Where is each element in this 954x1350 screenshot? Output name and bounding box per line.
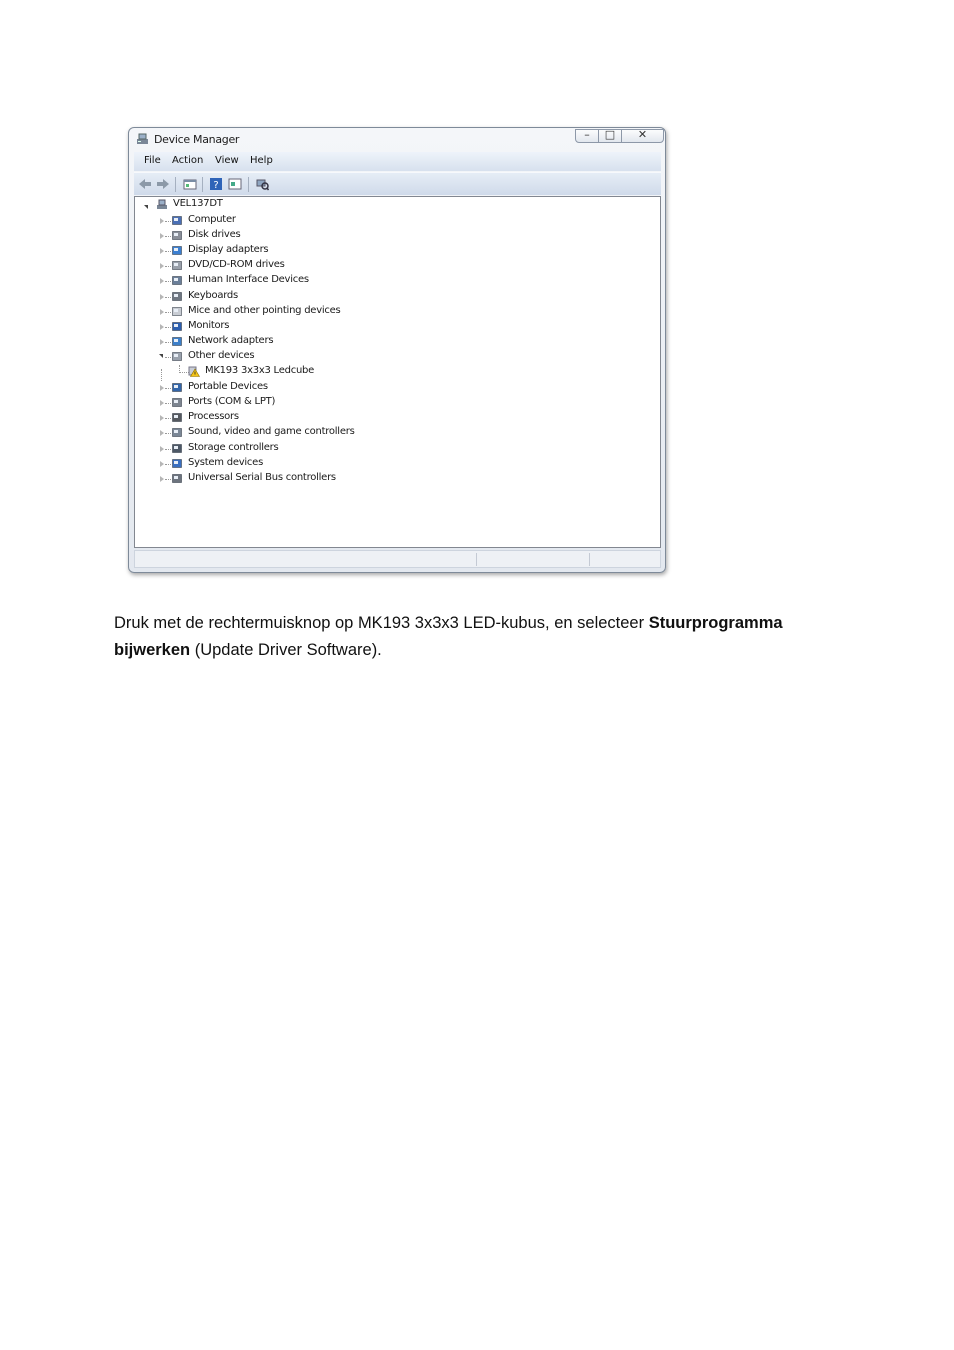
maximize-button[interactable] xyxy=(598,129,622,143)
toolbar-separator xyxy=(175,177,176,192)
collapse-arrow-icon[interactable] xyxy=(160,278,164,284)
monitor-icon xyxy=(171,321,183,332)
display-adapter-icon xyxy=(171,245,183,256)
collapse-arrow-icon[interactable] xyxy=(160,248,164,254)
help-icon[interactable] xyxy=(209,177,223,191)
menu-view[interactable]: View xyxy=(215,155,239,166)
child-label: MK193 3x3x3 Ledcube xyxy=(205,365,315,376)
sound-icon xyxy=(171,427,183,438)
tree-root-node[interactable] xyxy=(173,198,223,212)
mouse-icon xyxy=(171,306,183,317)
forward-arrow-icon[interactable] xyxy=(156,177,170,191)
tree-item-display-adapters[interactable] xyxy=(188,244,268,258)
dvd-drive-icon xyxy=(171,260,183,271)
usb-icon xyxy=(171,473,183,484)
show-hide-console-icon[interactable] xyxy=(183,177,197,191)
storage-controller-icon xyxy=(171,443,183,454)
tree-item-computer[interactable] xyxy=(188,214,236,228)
instruction-text-end: (Update Driver Software). xyxy=(190,641,382,659)
tree-item-portable-devices[interactable] xyxy=(188,381,268,395)
expand-arrow-icon[interactable] xyxy=(159,354,163,358)
close-button[interactable] xyxy=(621,129,664,143)
tree-item-mice-and-other-pointing-devices[interactable] xyxy=(188,305,341,319)
instruction-text: Druk met de rechtermuisknop op MK193 3x3x3 LED-kubus, en selecteer xyxy=(114,614,649,632)
keyboard-icon xyxy=(171,291,183,302)
collapse-arrow-icon[interactable] xyxy=(160,294,164,300)
minimize-icon: – xyxy=(584,128,590,141)
tree-item-label: Sound, video and game controllers xyxy=(188,426,355,438)
tree-item-label: Processors xyxy=(188,411,239,423)
toolbar-separator xyxy=(202,177,203,192)
collapse-arrow-icon[interactable] xyxy=(160,324,164,330)
collapse-arrow-icon[interactable] xyxy=(160,476,164,482)
collapse-arrow-icon[interactable] xyxy=(160,385,164,391)
collapse-arrow-icon[interactable] xyxy=(160,446,164,452)
warning-device-icon xyxy=(188,366,200,377)
menu-help[interactable]: Help xyxy=(250,155,273,166)
network-adapter-icon xyxy=(171,336,183,347)
close-icon: ✕ xyxy=(637,128,648,141)
device-manager-window xyxy=(128,127,666,573)
collapse-arrow-icon[interactable] xyxy=(160,263,164,269)
collapse-arrow-icon[interactable] xyxy=(160,430,164,436)
collapse-arrow-icon[interactable] xyxy=(160,461,164,467)
tree-item-ports-com-lpt[interactable] xyxy=(188,396,275,410)
disk-drive-icon xyxy=(171,230,183,241)
tree-item-label: Human Interface Devices xyxy=(188,274,309,286)
tree-item-network-adapters[interactable] xyxy=(188,335,273,349)
portable-device-icon xyxy=(171,382,183,393)
tree-item-processors[interactable] xyxy=(188,411,239,425)
tree-item-label: Other devices xyxy=(188,350,255,362)
tree-item-sound-video-and-game-controllers[interactable] xyxy=(188,426,355,440)
status-divider xyxy=(589,553,590,566)
toolbar xyxy=(134,172,661,195)
tree-item-label: Monitors xyxy=(188,319,230,331)
toolbar-separator xyxy=(248,177,249,192)
tree-item-label: Network adapters xyxy=(188,335,274,347)
root-label: VEL137DT xyxy=(173,198,223,209)
other-devices-icon xyxy=(171,351,183,362)
menu-bar xyxy=(134,152,661,171)
expand-arrow-icon[interactable] xyxy=(144,205,148,209)
back-arrow-icon[interactable] xyxy=(138,177,152,191)
tree-item-label: Mice and other pointing devices xyxy=(188,304,341,316)
minimize-button[interactable] xyxy=(575,129,599,143)
hid-icon xyxy=(171,275,183,286)
port-icon xyxy=(171,397,183,408)
tree-item-label: Portable Devices xyxy=(188,380,268,392)
scan-hardware-icon[interactable] xyxy=(255,177,269,191)
collapse-arrow-icon[interactable] xyxy=(160,309,164,315)
tree-item-universal-serial-bus-controllers[interactable] xyxy=(188,472,336,486)
title-bar[interactable] xyxy=(129,128,665,150)
tree-item-label: Storage controllers xyxy=(188,441,279,453)
collapse-arrow-icon[interactable] xyxy=(160,218,164,224)
tree-item-label: Ports (COM & LPT) xyxy=(188,395,276,407)
tree-item-other-devices[interactable] xyxy=(188,350,254,364)
maximize-icon: □ xyxy=(604,128,616,141)
collapse-arrow-icon[interactable] xyxy=(160,415,164,421)
tree-item-storage-controllers[interactable] xyxy=(188,442,278,456)
tree-item-label: DVD/CD-ROM drives xyxy=(188,259,285,271)
tree-item-dvd-cd-rom-drives[interactable] xyxy=(188,259,285,273)
tree-item-label: Display adapters xyxy=(188,243,269,255)
tree-item-monitors[interactable] xyxy=(188,320,229,334)
window-title: Device Manager xyxy=(154,133,240,146)
collapse-arrow-icon[interactable] xyxy=(160,400,164,406)
computer-icon xyxy=(171,215,183,226)
device-tree xyxy=(134,196,661,548)
tree-item-disk-drives[interactable] xyxy=(188,229,240,243)
system-device-icon xyxy=(171,458,183,469)
instruction-paragraph xyxy=(114,610,854,664)
processor-icon xyxy=(171,412,183,423)
properties-icon[interactable] xyxy=(228,177,242,191)
tree-guide-line xyxy=(179,365,180,373)
instruction-bold-text: Stuurprogramma bijwerken xyxy=(114,614,783,659)
device-manager-icon xyxy=(136,133,149,145)
menu-action[interactable]: Action xyxy=(172,155,204,166)
tree-item-label: Disk drives xyxy=(188,228,241,240)
collapse-arrow-icon[interactable] xyxy=(160,233,164,239)
menu-file[interactable]: File xyxy=(144,155,161,166)
status-bar xyxy=(134,550,661,568)
tree-item-label: System devices xyxy=(188,456,264,468)
tree-item-system-devices[interactable] xyxy=(188,457,263,471)
tree-item-mk193-ledcube[interactable] xyxy=(205,365,314,379)
tree-item-keyboards[interactable] xyxy=(188,290,238,304)
status-divider xyxy=(476,553,477,566)
tree-item-human-interface-devices[interactable] xyxy=(188,274,309,288)
tree-item-label: Universal Serial Bus controllers xyxy=(188,471,336,483)
computer-icon xyxy=(156,199,168,210)
svg-text:?: ? xyxy=(213,180,219,191)
tree-item-label: Keyboards xyxy=(188,289,238,301)
tree-guide-line xyxy=(161,369,162,381)
collapse-arrow-icon[interactable] xyxy=(160,339,164,345)
tree-item-label: Computer xyxy=(188,213,236,225)
